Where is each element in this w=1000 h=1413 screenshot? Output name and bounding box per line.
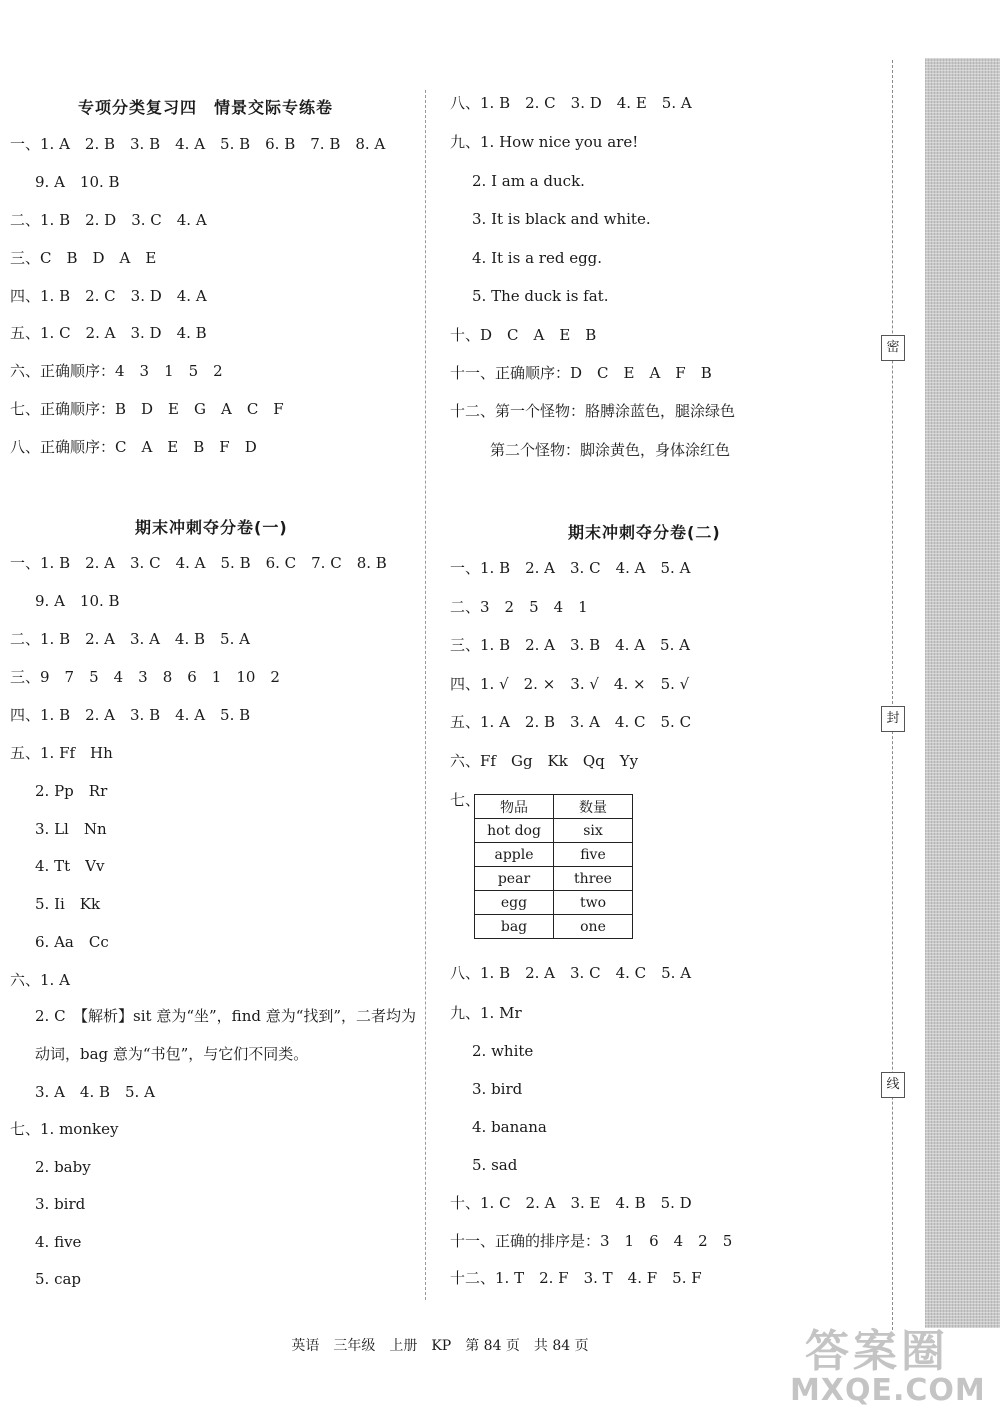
answer-line: 2. white [472, 1042, 534, 1060]
answer-line: 十一、正确顺序：D C E A F B [450, 364, 712, 382]
answer-line: 十、1. C 2. A 3. E 4. B 5. D [450, 1194, 692, 1212]
answer-line: 十二、第一个怪物：胳膊涂蓝色，腿涂绿色 [450, 402, 736, 420]
answer-line: 一、1. B 2. A 3. C 4. A 5. B 6. C 7. C 8. B [10, 554, 387, 572]
watermark-url: MXQE.COM [790, 1373, 986, 1408]
answer-line: 三、9 7 5 4 3 8 6 1 10 2 [10, 668, 280, 686]
binding-char-2: 封 [881, 706, 905, 732]
answer-line: 5. Ii Kk [35, 895, 101, 913]
answer-line: 4. five [35, 1233, 82, 1251]
table-row [475, 819, 633, 843]
answer-line: 八、正确顺序：C A E B F D [10, 438, 257, 456]
answer-line: 二、1. B 2. D 3. C 4. A [10, 211, 207, 229]
section-title-review-4: 专项分类复习四 情景交际专练卷 [78, 98, 334, 117]
table-cell: bag [475, 915, 554, 939]
answer-line: 第二个怪物：脚涂黄色，身体涂红色 [490, 441, 731, 459]
table-header-row [475, 795, 633, 819]
answer-line: 八、1. B 2. C 3. D 4. E 5. A [450, 94, 692, 112]
answer-line: 十一、正确的排序是：3 1 6 4 2 5 [450, 1232, 733, 1250]
answer-line: 3. Ll Nn [35, 820, 107, 838]
answer-line: 5. The duck is fat. [472, 287, 609, 305]
binding-strip [925, 58, 1000, 1328]
binding-dashed-line [892, 60, 893, 1330]
answer-line: 2. C 【解析】sit 意为“坐”，find 意为“找到”，二者均为 [35, 1007, 417, 1025]
table-cell: two [554, 891, 633, 915]
table-row [475, 843, 633, 867]
table-cell: six [554, 819, 633, 843]
answer-line: 九、1. Mr [450, 1004, 522, 1022]
answer-line: 9. A 10. B [35, 592, 120, 610]
answer-line: 6. Aa Cc [35, 933, 109, 951]
answer-line: 2. Pp Rr [35, 782, 108, 800]
answer-line: 五、1. A 2. B 3. A 4. C 5. C [450, 713, 692, 731]
table-row [475, 867, 633, 891]
answer-line: 2. I am a duck. [472, 172, 585, 190]
answer-line: 一、1. B 2. A 3. C 4. A 5. A [450, 559, 691, 577]
answer-line: 九、1. How nice you are! [450, 133, 639, 151]
answer-line: 4. It is a red egg. [472, 249, 603, 267]
table-row [475, 915, 633, 939]
answer-line: 3. It is black and white. [472, 210, 651, 228]
answer-line: 五、1. C 2. A 3. D 4. B [10, 324, 207, 342]
answer-line: 二、3 2 5 4 1 [450, 598, 588, 616]
watermark-text: 答案圈 [805, 1326, 949, 1377]
answer-line: 2. baby [35, 1158, 91, 1176]
answer-line: 十、D C A E B [450, 326, 597, 344]
watermark-logo [770, 1315, 1000, 1410]
binding-char-3: 线 [881, 1072, 905, 1098]
answer-line: 4. Tt Vv [35, 857, 105, 875]
answer-line: 六、1. A [10, 971, 70, 989]
binding-char-1: 密 [881, 335, 905, 361]
table-header-cell: 物品 [475, 795, 554, 819]
answer-line: 三、1. B 2. A 3. B 4. A 5. A [450, 636, 690, 654]
table-cell: egg [475, 891, 554, 915]
answer-line: 五、1. Ff Hh [10, 744, 113, 762]
answer-line: 三、C B D A E [10, 249, 157, 267]
answer-line: 动词，bag 意为“书包”，与它们不同类。 [35, 1045, 309, 1063]
answer-line: 9. A 10. B [35, 173, 120, 191]
section-title-final-2: 期末冲刺夺分卷(二) [568, 523, 721, 542]
answer-line: 3. bird [35, 1195, 86, 1213]
answer-line: 四、1. √ 2. × 3. √ 4. × 5. √ [450, 675, 690, 693]
table-cell: hot dog [475, 819, 554, 843]
table-cell: one [554, 915, 633, 939]
answer-line: 3. bird [472, 1080, 523, 1098]
answer-line: 十二、1. T 2. F 3. T 4. F 5. F [450, 1269, 702, 1287]
answer-line: 八、1. B 2. A 3. C 4. C 5. A [450, 964, 692, 982]
table-cell: apple [475, 843, 554, 867]
answer-line: 四、1. B 2. A 3. B 4. A 5. B [10, 706, 251, 724]
table-row [475, 891, 633, 915]
answer-line: 七、正确顺序：B D E G A C F [10, 400, 284, 418]
table-cell: three [554, 867, 633, 891]
answer-line: 六、Ff Gg Kk Qq Yy [450, 752, 639, 770]
table-cell: pear [475, 867, 554, 891]
answer-line: 二、1. B 2. A 3. A 4. B 5. A [10, 630, 250, 648]
answer-line: 5. sad [472, 1156, 518, 1174]
answer-line: 一、1. A 2. B 3. B 4. A 5. B 6. B 7. B 8. A [10, 135, 386, 153]
answer-line: 4. banana [472, 1118, 547, 1136]
table-header-cell: 数量 [554, 795, 633, 819]
answer-line: 3. A 4. B 5. A [35, 1083, 155, 1101]
page-footer: 英语 三年级 上册 KP 第 84 页 共 84 页 [291, 1338, 589, 1354]
item-quantity-table [474, 794, 633, 939]
column-divider [425, 90, 426, 1300]
answer-line: 七、 [450, 791, 481, 809]
answer-line: 5. cap [35, 1270, 82, 1288]
table-cell: five [554, 843, 633, 867]
answer-line: 四、1. B 2. C 3. D 4. A [10, 287, 207, 305]
answer-line: 七、1. monkey [10, 1120, 119, 1138]
section-title-final-1: 期末冲刺夺分卷(一) [135, 518, 288, 537]
answer-line: 六、正确顺序：4 3 1 5 2 [10, 362, 223, 380]
